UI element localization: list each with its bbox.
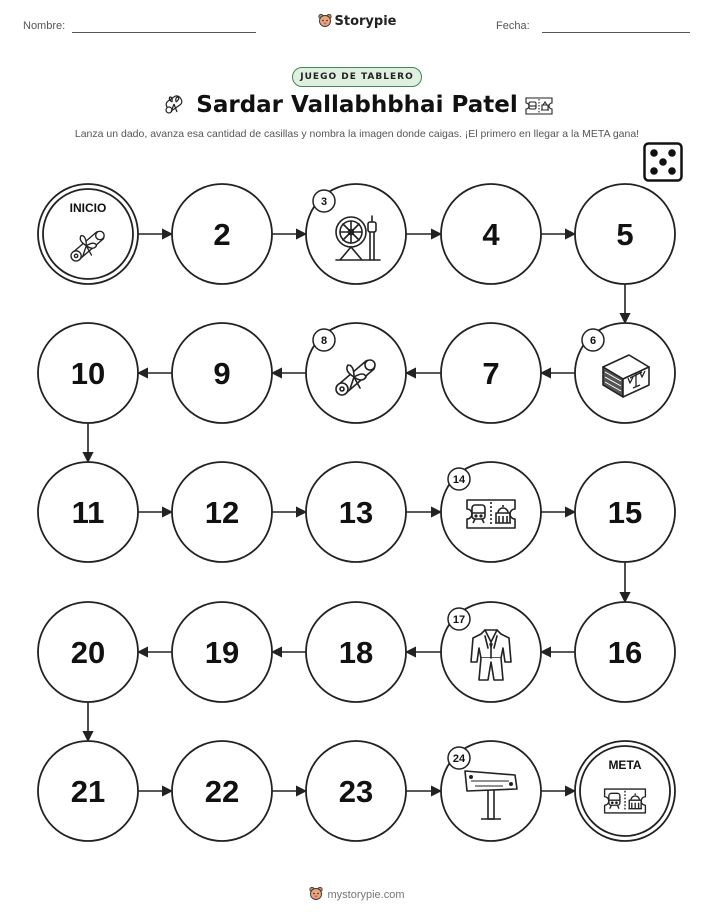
board-cell (441, 462, 541, 562)
cell-number: 2 (213, 217, 231, 252)
date-label: Fecha: (496, 20, 530, 32)
cell-label: META (608, 758, 642, 772)
cell-number: 19 (204, 635, 240, 670)
board-cell (38, 741, 138, 841)
instructions: Lanza un dado, avanza esa cantidad de casillas y nombra la imagen donde caigas. ¡El primero en llegar a la META gana! (74, 128, 640, 140)
cell-number: 6 (589, 335, 597, 347)
cell-number: 10 (70, 356, 106, 391)
cell-number: 12 (204, 495, 240, 530)
cell-number: 17 (452, 614, 466, 626)
footer (0, 886, 714, 901)
cell-number: 3 (320, 196, 328, 208)
cell-label: INICIO (69, 201, 107, 215)
board-cell (575, 184, 675, 284)
board-cell (306, 602, 406, 702)
brand-name: Storypie (334, 14, 397, 29)
board-cell (306, 184, 406, 284)
board-cell (38, 323, 138, 423)
board-cell (172, 741, 272, 841)
footer-url: mystorypie.com (327, 889, 405, 901)
board-cell (575, 602, 675, 702)
cell-number: 15 (607, 495, 643, 530)
board-cell (172, 184, 272, 284)
cell-number: 9 (213, 356, 231, 391)
cell-number: 14 (452, 474, 466, 486)
board-cell (441, 602, 541, 702)
board-cell (575, 741, 675, 841)
storypie-logo-icon (309, 886, 323, 901)
cell-number: 22 (204, 774, 240, 809)
board-cell (441, 741, 541, 841)
cell-number: 7 (482, 356, 500, 391)
board-cell (38, 184, 138, 284)
name-label: Nombre: (23, 20, 66, 32)
cell-number: 5 (616, 217, 634, 252)
cell-number: 4 (482, 217, 500, 252)
board-cell (306, 741, 406, 841)
board-cell (441, 323, 541, 423)
board-cell (306, 462, 406, 562)
board-cell (575, 462, 675, 562)
board-cell (306, 323, 406, 423)
cell-number: 21 (70, 774, 106, 809)
cell-number: 20 (70, 635, 106, 670)
board-cell (575, 323, 675, 423)
game-type-badge: JUEGO DE TABLERO (292, 67, 422, 87)
cell-number: 13 (338, 495, 374, 530)
train-ticket-icon (605, 789, 646, 813)
cell-number: 18 (338, 635, 374, 670)
cell-number: 11 (71, 495, 105, 530)
board-cell (172, 602, 272, 702)
cell-number: 24 (452, 753, 466, 765)
cell-number: 16 (607, 635, 643, 670)
board-cell (172, 462, 272, 562)
cell-number: 8 (320, 335, 328, 347)
cell-number: 23 (338, 774, 374, 809)
page-title: Sardar Vallabhbhai Patel (196, 92, 518, 118)
board-cell (38, 462, 138, 562)
train-ticket-icon (467, 500, 515, 528)
board-cell (38, 602, 138, 702)
board-cell (441, 184, 541, 284)
cell-circle (38, 184, 138, 284)
board-cell (172, 323, 272, 423)
